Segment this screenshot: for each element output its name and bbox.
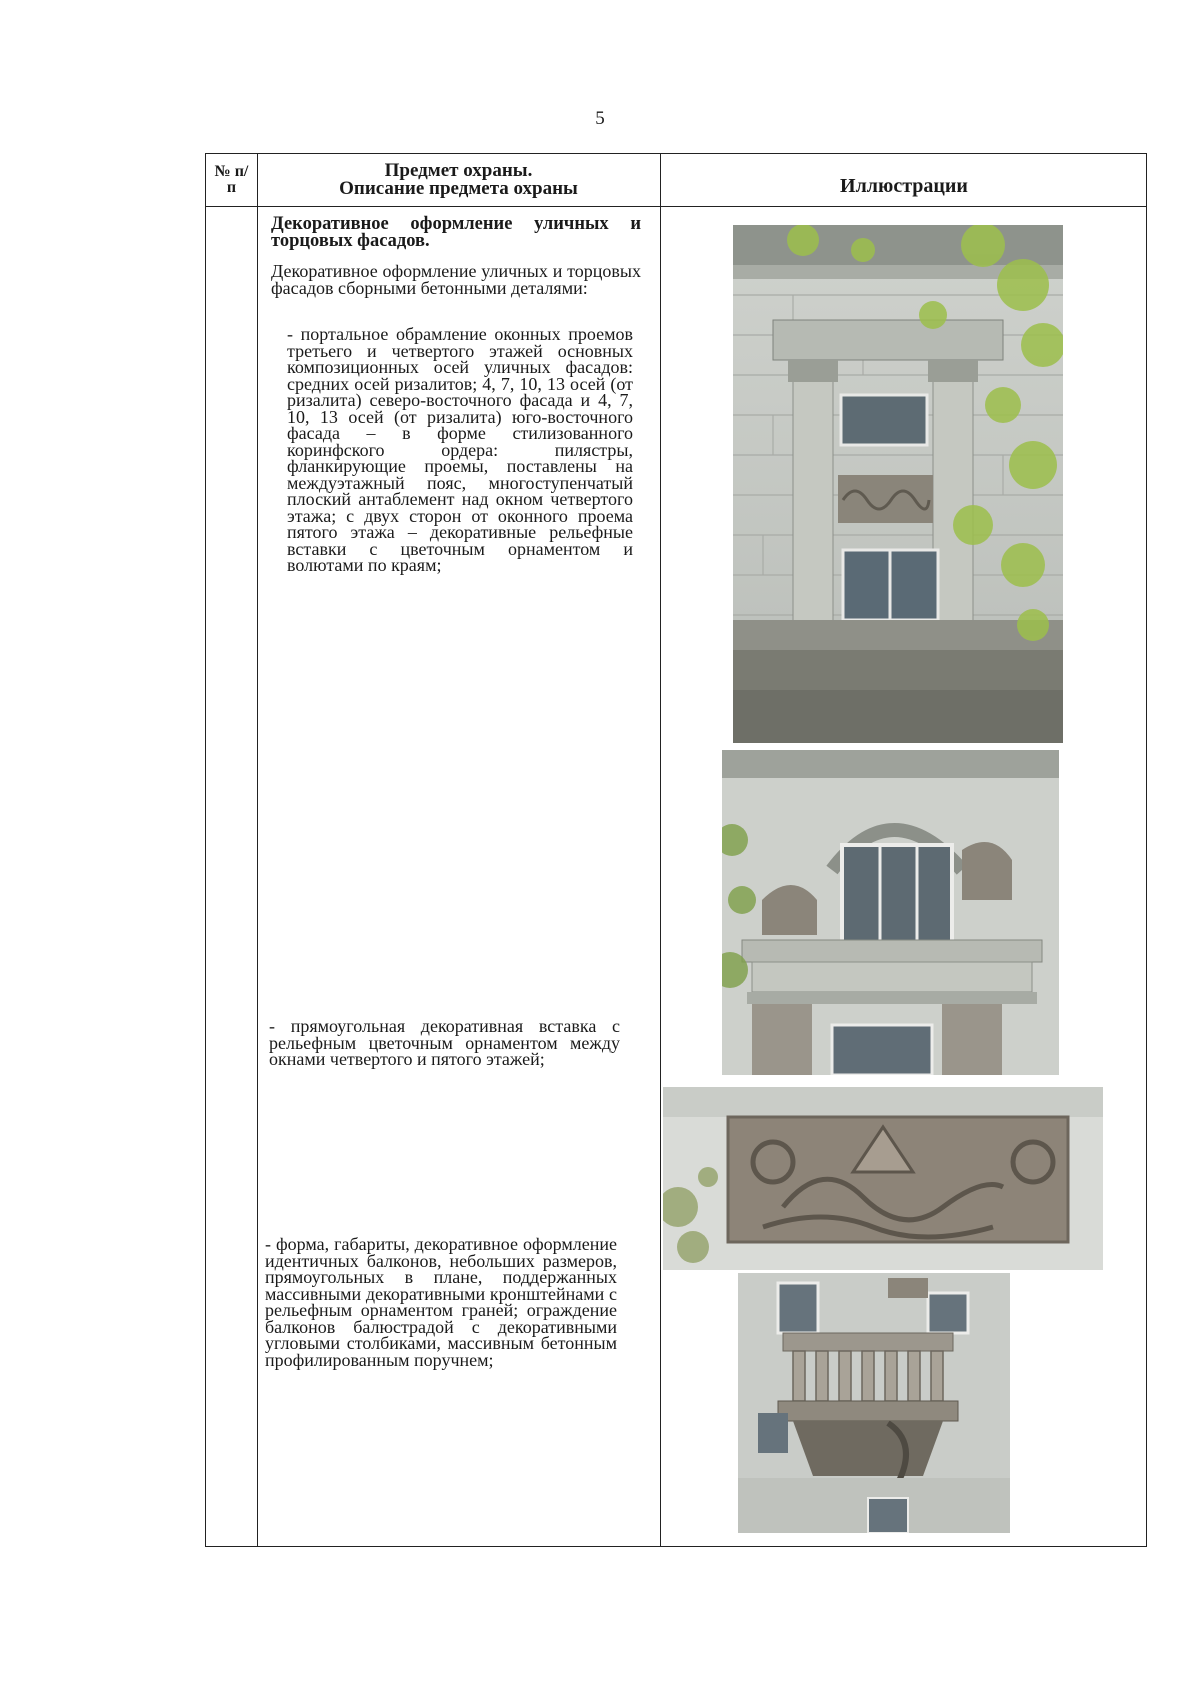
list-item: - портальное обрамление оконных проемов третьего и четвертого этажей основных композиционных осей уличных фасадов: средних осей ризалитов; 4, 7, 10, 13 осей (от ризалита) северо-восточного фасада и 4, 7, 10, 13 осей (от ризалита) юго-восточного фасада – в форме стилизованного коринфского ордера: пилястры, фланкирующие проемы, поставлены на междуэтажный пояс, многоступенчатый плоский антаблемент над окном четвертого этажа; с двух сторон от оконного проема пятого этажа – декоративные рельефные вставки с цветочным орнаментом и волютами по краям;: [287, 324, 633, 575]
balcony-photo-icon: [738, 1273, 1010, 1533]
header-illustrations-label: Иллюстрации: [840, 175, 968, 197]
intro-text: Декоративное оформление уличных и торцовых фасадов сборными бетонными деталями:: [271, 261, 641, 298]
relief-ornament-photo-icon: [663, 1087, 1103, 1270]
section-title: Декоративное оформление уличных и торцовых фасадов.: [271, 214, 641, 251]
window-cornice-photo-icon: [722, 750, 1059, 1075]
header-number: [206, 154, 257, 206]
column-divider: [660, 154, 661, 1546]
header-number-label: № п/п: [214, 163, 249, 196]
page-number: 5: [595, 108, 605, 129]
list-item: - форма, габариты, декоративное оформление идентичных балконов, небольших размеров, прямоугольных в плане, поддержанных массивными декоративными кронштейнами с рельефным орнаментом граней; ограждение балконов балюстрадой с декоративными угловыми столбиками, массивным бетонным профилированным поручнем;: [265, 1234, 617, 1370]
header-illustrations: [660, 160, 1148, 212]
list-item: - прямоугольная декоративная вставка с рельефным цветочным орнаментом между окнами четвертого и пятого этажей;: [269, 1016, 620, 1069]
header-subject: [257, 154, 660, 206]
facade-portal-photo-icon: [733, 225, 1063, 743]
header-subject-line2: Описание предмета охраны: [339, 178, 578, 199]
header-subject-line1: Предмет охраны.: [384, 160, 533, 181]
description-column: [257, 206, 660, 1546]
